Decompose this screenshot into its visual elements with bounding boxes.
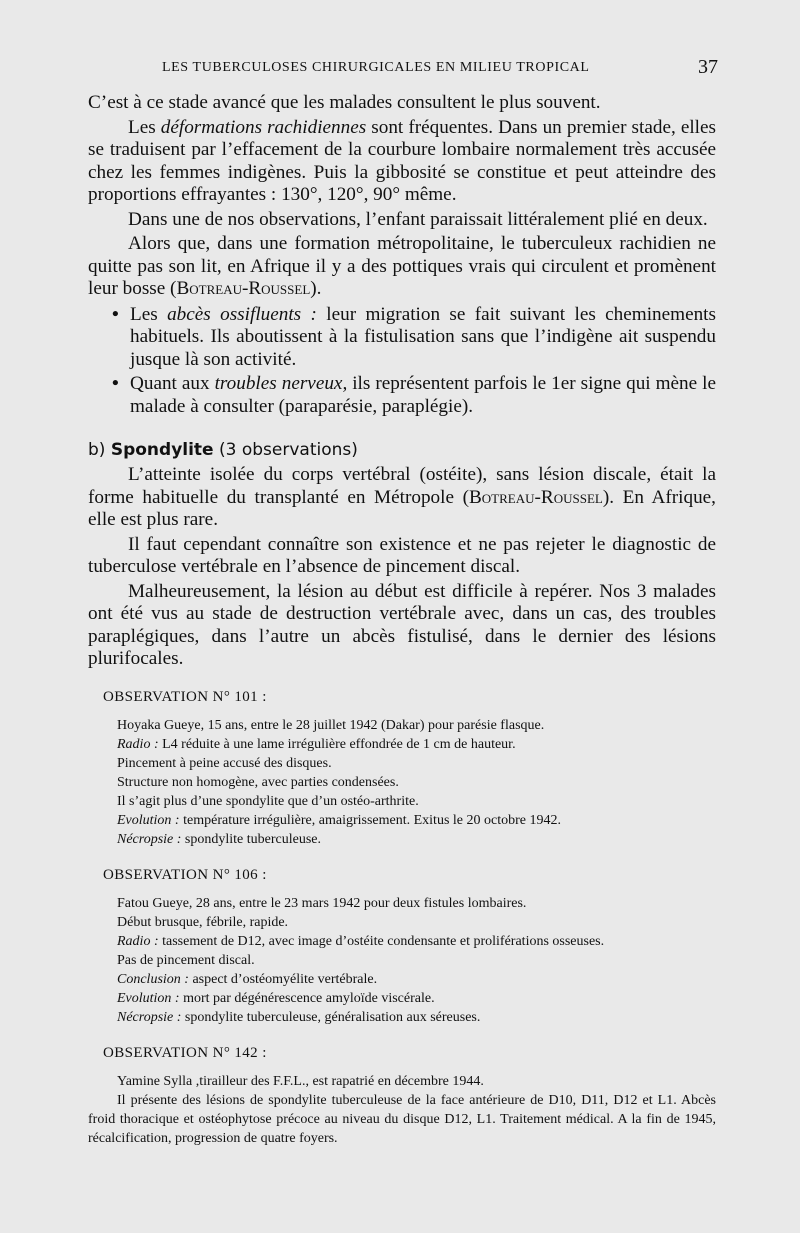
page-number: 37 — [698, 56, 718, 78]
observation-text: tassement de D12, avec image d’ostéite condensante et proliférations osseuses. — [158, 933, 605, 949]
page-header — [0, 56, 800, 80]
list-item-text: ils représentent parfois le 1er signe qui mène le malade à consulter (paraparésie, paraplégie). — [130, 373, 716, 417]
paragraph-text: Dans une de nos observations, l’enfant paraissait littéralement plié en deux. — [128, 208, 708, 230]
observation-text: spondylite tuberculeuse. — [181, 831, 321, 847]
section-label: b) — [88, 440, 111, 460]
author-citation: Botreau-Roussel — [469, 486, 603, 508]
observation-line — [117, 989, 716, 1008]
paragraph-text: sont fréquentes. Dans un premier stade, elles se traduisent par l’effacement de la courbure lombaire normalement très accusée chez les femmes indigènes. Puis la gibbosité se constitue et peut atteindre des proportions effrayantes : 130°, 120°, 90° même. — [88, 116, 716, 205]
section-heading — [88, 440, 716, 460]
author-citation: Botreau-Roussel — [176, 278, 311, 299]
bullet-marker: • — [112, 303, 119, 325]
section-count: (3 observations) — [213, 440, 358, 460]
emphasis: troubles nerveux, — [214, 373, 348, 394]
paragraph-text: Alors que, dans une formation métropolitaine, le tuberculeux rachidien ne quitte pas son lit, en Afrique il y a des pottiques vrais qui circulent et promènent leur bosse ( — [88, 233, 716, 299]
paragraph — [88, 117, 716, 207]
observation-text: Fatou Gueye, 28 ans, entre le 23 mars 1942 pour deux fistules lombaires. — [117, 895, 527, 911]
observation-line — [117, 894, 716, 913]
paragraph-text: ). — [310, 278, 322, 299]
observation-label: Radio : — [117, 736, 159, 752]
paragraph-text: L’atteinte isolée du corps vertébral (ostéite), sans lésion discale, était la forme habituelle du transplanté en Métropole ( — [88, 464, 716, 508]
observation-line — [117, 792, 716, 811]
observation-text: Début brusque, fébrile, rapide. — [117, 914, 289, 930]
observation-line — [117, 951, 716, 970]
bullet-list — [88, 304, 716, 419]
observation-block — [88, 867, 716, 1027]
observation-line — [117, 754, 716, 773]
observation-label: Radio : — [117, 933, 159, 949]
emphasis: abcès ossifluents : — [167, 303, 317, 325]
observation-line — [117, 1072, 716, 1091]
observation-line — [117, 1008, 716, 1027]
bullet-marker: • — [112, 373, 119, 394]
observation-title: OBSERVATION N° 106 : — [103, 866, 267, 883]
observation-line — [117, 830, 716, 849]
list-item-text: Quant aux — [130, 373, 215, 394]
observation-text: Pincement à peine accusé des disques. — [117, 755, 332, 771]
observation-line — [117, 773, 716, 792]
observation-line — [117, 913, 716, 932]
observation-text: Il présente des lésions de spondylite tuberculeuse de la face antérieure de D10, D11, D12 et L1. Abcès froid thoracique et ostéophytose précoce au niveau du disque D12, L1. Traitement médical. A la fin de 1945, récalcification, progression de quatre foyers. — [88, 1092, 716, 1146]
observation-title: OBSERVATION N° 101 : — [103, 688, 267, 705]
paragraph-text: ). En Afrique, elle est plus rare. — [88, 486, 716, 530]
observation-line — [117, 716, 716, 735]
emphasis: déformations rachidiennes — [160, 116, 367, 138]
observation-text: Yamine Sylla ,tirailleur des F.F.L., est rapatrié en décembre 1944. — [117, 1073, 484, 1089]
observation-label: Nécropsie : — [117, 1009, 182, 1025]
observation-line — [117, 970, 716, 989]
observation-line — [88, 932, 716, 951]
paragraph — [88, 233, 716, 301]
paragraph — [88, 534, 716, 579]
observation-text: mort par dégénérescence amyloïde viscérale. — [179, 990, 435, 1006]
paragraph — [88, 92, 716, 115]
observation-line — [88, 1091, 716, 1148]
paragraph-text: C’est à ce stade avancé que les malades consultent le plus souvent. — [88, 92, 601, 113]
list-item — [88, 373, 716, 418]
observation-text: aspect d’ostéomyélite vertébrale. — [188, 971, 378, 987]
paragraph — [88, 464, 716, 532]
paragraph — [88, 581, 716, 671]
list-item-text: Les — [130, 303, 168, 325]
observation-text: Pas de pincement discal. — [117, 952, 255, 968]
observation-text: Structure non homogène, avec parties condensées. — [117, 774, 399, 790]
observation-block — [88, 689, 716, 849]
paragraph-text: Malheureusement, la lésion au début est difficile à repérer. Nos 3 malades ont été vus au stade de destruction vertébrale avec, dans un cas, des troubles paraplégiques, dans l’autre un abcès fistulisé, dans le dernier des lésions plurifocales. — [88, 580, 716, 669]
observation-text: spondylite tuberculeuse, généralisation aux séreuses. — [181, 1009, 481, 1025]
observation-label: Evolution : — [117, 990, 180, 1006]
observation-text: L4 réduite à une lame irrégulière effondrée de 1 cm de hauteur. — [158, 736, 516, 752]
list-item-text: leur migration se fait suivant les cheminements habituels. Ils aboutissent à la fistulisation sans que l’indigène ait suspendu jusque là son activité. — [130, 303, 716, 370]
paragraph-text: Il faut cependant connaître son existence et ne pas rejeter le diagnostic de tuberculose vertébrale en l’absence de pincement discal. — [88, 533, 716, 577]
observation-block — [88, 1045, 716, 1148]
observation-text: Hoyaka Gueye, 15 ans, entre le 28 juillet 1942 (Dakar) pour parésie flasque. — [117, 717, 545, 733]
observation-line — [117, 735, 716, 754]
observation-label: Conclusion : — [117, 971, 189, 987]
observation-label: Evolution : — [117, 812, 180, 828]
observation-line — [117, 811, 716, 830]
running-title: LES TUBERCULOSES CHIRURGICALES EN MILIEU TROPICAL — [162, 60, 590, 75]
observation-text: Il s’agit plus d’une spondylite que d’un ostéo-arthrite. — [117, 793, 419, 809]
observation-text: température irrégulière, amaigrissement. Exitus le 20 octobre 1942. — [179, 812, 561, 828]
page-body — [88, 92, 716, 1148]
section-title: Spondylite — [110, 440, 214, 460]
paragraph — [88, 209, 716, 232]
paragraph-text: Les — [128, 116, 161, 138]
observation-title: OBSERVATION N° 142 : — [103, 1044, 267, 1061]
observation-label: Nécropsie : — [117, 831, 182, 847]
list-item — [88, 304, 716, 372]
